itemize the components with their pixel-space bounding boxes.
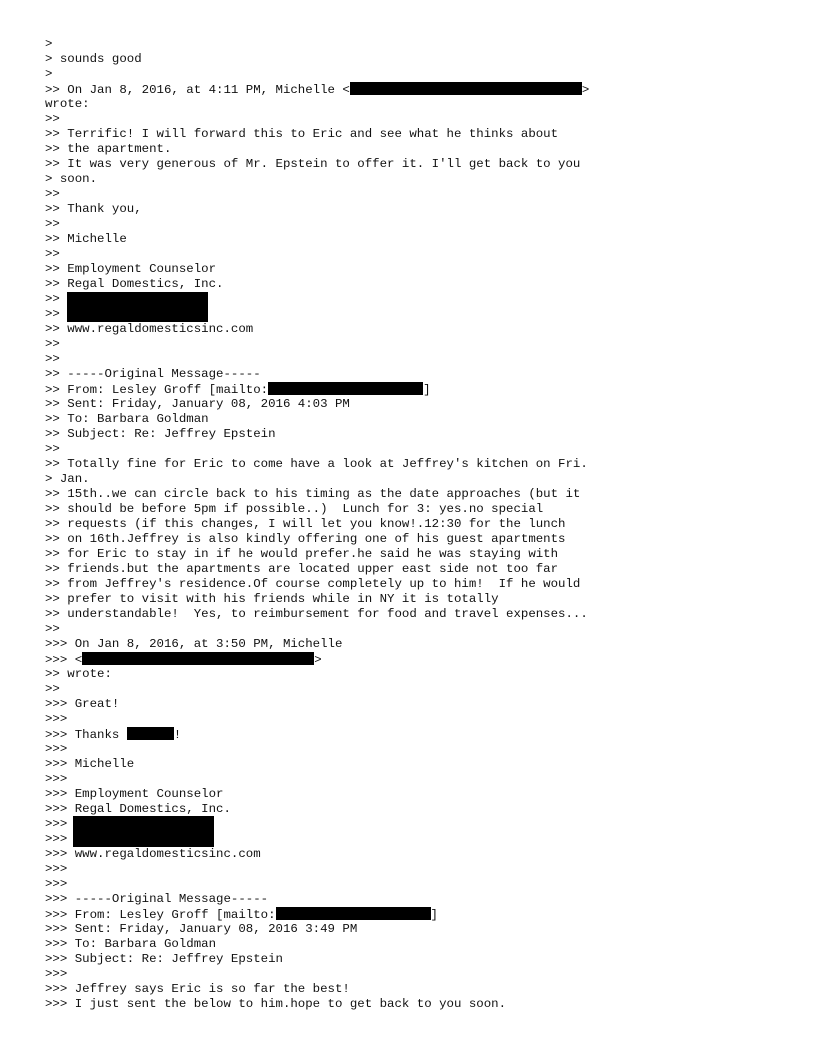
message-line: >> prefer to visit with his friends while in NY it is totally [45,592,499,606]
message-line: >> Terrific! I will forward this to Eric and see what he thinks about [45,127,559,141]
signature-company: >> Regal Domestics, Inc. [45,277,224,291]
message-line: >> from Jeffrey's residence.Of course completely up to him! If he would [45,577,581,591]
subject-line: >> Subject: Re: Jeffrey Epstein [45,427,276,441]
from-line [45,907,589,922]
from-line [45,382,589,397]
signature-name: >> Michelle [45,232,127,246]
message-line: >> It was very generous of Mr. Epstein to offer it. I'll get back to you [45,157,581,171]
reply-header-line [45,82,589,97]
reply-text: > sounds good [45,52,142,66]
message-line: >> Thank you, [45,202,142,216]
message-line: >>> I just sent the below to him.hope to get back to you soon. [45,997,507,1011]
quote-line: >> [45,307,60,321]
signature-redacted-line [45,292,589,307]
quote-line: >> [45,217,60,231]
message-line: >> on 16th.Jeffrey is also kindly offering one of his guest apartments [45,532,566,546]
quote-line: >>> [45,742,68,756]
reply-header-suffix: > [581,83,590,97]
thanks-prefix: >>> Thanks [45,728,127,742]
quote-line: > [45,37,53,51]
message-line: >> requests (if this changes, I will let you know!.12:30 for the lunch [45,517,566,531]
redacted-email [276,907,431,920]
message-line: > Jan. [45,472,90,486]
thanks-line [45,727,589,742]
email-thread-document [45,37,589,1012]
quote-line: >> [45,622,60,636]
quote-line: >> [45,337,60,351]
message-line: > soon. [45,172,98,186]
signature-title: >> Employment Counselor [45,262,217,276]
from-suffix: ] [430,908,438,922]
reply-header-prefix: >>> < [45,653,83,667]
original-message-divider: >> -----Original Message----- [45,367,261,381]
signature-name: >>> Michelle [45,757,135,771]
signature-redacted-line [45,817,589,832]
redacted-email [268,382,423,395]
quote-line: >> [45,247,60,261]
redacted-contact-block [73,816,214,847]
from-suffix: ] [423,383,431,397]
quote-prefix: >> [45,292,68,306]
quote-line: >> [45,442,60,456]
message-line: >> understandable! Yes, to reimbursement for food and travel expenses... [45,607,588,621]
quote-line: >>> [45,877,68,891]
redacted-contact-block [67,292,208,322]
quote-prefix: >>> [45,817,68,831]
quote-line: >>> [45,712,68,726]
message-line: >> 15th..we can circle back to his timing as the date approaches (but it [45,487,581,501]
redacted-email [350,82,582,95]
signature-website: >> www.regaldomesticsinc.com [45,322,254,336]
quote-line: >> [45,352,60,366]
quote-line: >> [45,112,60,126]
reply-header-line: >>> On Jan 8, 2016, at 3:50 PM, Michelle [45,637,343,651]
quote-line: >> [45,682,60,696]
reply-header-suffix: > [314,653,322,667]
message-line: >>> Great! [45,697,120,711]
message-line: >>> Jeffrey says Eric is so far the best! [45,982,350,996]
from-prefix: >> From: Lesley Groff [mailto: [45,383,269,397]
subject-line: >>> Subject: Re: Jeffrey Epstein [45,952,283,966]
to-line: >> To: Barbara Goldman [45,412,209,426]
message-line: >> for Eric to stay in if he would prefer.he said he was staying with [45,547,559,561]
thanks-suffix: ! [173,728,182,742]
quote-line: >> [45,187,60,201]
reply-header-wrote: >> wrote: [45,667,112,681]
reply-header-prefix: >> On Jan 8, 2016, at 4:11 PM, Michelle < [45,83,350,97]
message-line: >> the apartment. [45,142,172,156]
quote-line: >>> [45,772,68,786]
message-line: >> Totally fine for Eric to come have a look at Jeffrey's kitchen on Fri. [45,457,588,471]
sent-line: >> Sent: Friday, January 08, 2016 4:03 PM [45,397,350,411]
reply-header-email-line [45,652,589,667]
original-message-divider: >>> -----Original Message----- [45,892,269,906]
signature-website: >>> www.regaldomesticsinc.com [45,847,261,861]
redacted-email [82,652,314,665]
signature-company: >>> Regal Domestics, Inc. [45,802,231,816]
quote-line: >>> [45,967,68,981]
quote-line: >>> [45,862,68,876]
signature-title: >>> Employment Counselor [45,787,224,801]
redacted-name [127,727,174,740]
quote-line: >>> [45,832,68,846]
sent-line: >>> Sent: Friday, January 08, 2016 3:49 PM [45,922,358,936]
reply-header-wrote: wrote: [45,97,90,111]
from-prefix: >>> From: Lesley Groff [mailto: [45,908,276,922]
message-line: >> friends.but the apartments are located upper east side not too far [45,562,559,576]
quote-line: > [45,67,53,81]
message-line: >> should be before 5pm if possible..) Lunch for 3: yes.no special [45,502,544,516]
to-line: >>> To: Barbara Goldman [45,937,217,951]
